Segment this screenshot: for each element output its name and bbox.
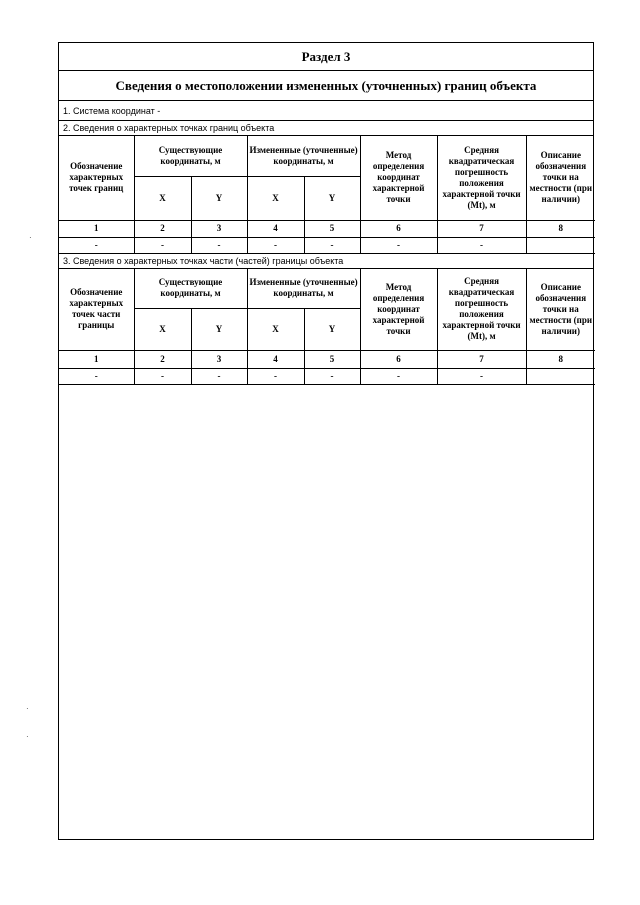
- column-number: 1: [59, 351, 134, 369]
- error-header: Средняя квадратическая погрешность положения характерной точки (Mt), м: [437, 269, 526, 351]
- x-header: X: [247, 309, 304, 351]
- margin-mark: ·: [26, 704, 29, 713]
- column-number: 7: [437, 220, 526, 237]
- column-number: 6: [360, 351, 437, 369]
- table-cell: -: [247, 237, 304, 253]
- description-header: Описание обозначения точки на местности (при наличии): [526, 136, 595, 220]
- table-row: [59, 369, 595, 385]
- column-number: 8: [526, 351, 595, 369]
- column-number-row: [59, 220, 595, 237]
- description-header: Описание обозначения точки на местности (при наличии): [526, 269, 595, 351]
- x-header: X: [134, 309, 191, 351]
- table-cell: -: [247, 369, 304, 385]
- changed-coords-header: Измененные (уточненные) координаты, м: [247, 269, 360, 309]
- column-number: 5: [304, 351, 360, 369]
- x-header: X: [247, 176, 304, 220]
- table-cell: [526, 369, 595, 385]
- y-header: Y: [191, 309, 247, 351]
- margin-mark: ·: [26, 732, 29, 741]
- method-header: Метод определения координат характерной точки: [360, 269, 437, 351]
- column-number: 3: [191, 220, 247, 237]
- table-cell: -: [59, 369, 134, 385]
- table-cell: -: [437, 237, 526, 253]
- y-header: Y: [304, 176, 360, 220]
- column-number: 8: [526, 220, 595, 237]
- column-number: 4: [247, 220, 304, 237]
- column-number: 4: [247, 351, 304, 369]
- column-number: 2: [134, 220, 191, 237]
- table-cell: -: [191, 369, 247, 385]
- designation-header: Обозначение характерных точек части границы: [59, 269, 134, 351]
- column-number: 7: [437, 351, 526, 369]
- table-cell: -: [134, 237, 191, 253]
- section-title: Раздел 3: [59, 43, 593, 71]
- part-boundary-points-heading: 3. Сведения о характерных точках части (частей) границы объекта: [59, 254, 593, 269]
- existing-coords-header: Существующие координаты, м: [134, 269, 247, 309]
- boundary-points-table: [59, 136, 595, 254]
- table-cell: -: [134, 369, 191, 385]
- table-cell: -: [360, 237, 437, 253]
- y-header: Y: [191, 176, 247, 220]
- object-title: Сведения о местоположении измененных (уточненных) границ объекта: [59, 71, 593, 101]
- table-cell: -: [437, 369, 526, 385]
- error-header: Средняя квадратическая погрешность положения характерной точки (Mt), м: [437, 136, 526, 220]
- table-cell: [526, 237, 595, 253]
- column-number: 1: [59, 220, 134, 237]
- changed-coords-header: Измененные (уточненные) координаты, м: [247, 136, 360, 176]
- column-number: 2: [134, 351, 191, 369]
- designation-header: Обозначение характерных точек границ: [59, 136, 134, 220]
- y-header: Y: [304, 309, 360, 351]
- table-cell: -: [191, 237, 247, 253]
- column-number-row: [59, 351, 595, 369]
- margin-mark: ·: [29, 233, 32, 242]
- coordinate-system-line: 1. Система координат -: [59, 101, 593, 121]
- table-cell: -: [304, 369, 360, 385]
- part-boundary-points-table: [59, 269, 595, 386]
- method-header: Метод определения координат характерной точки: [360, 136, 437, 220]
- column-number: 3: [191, 351, 247, 369]
- boundary-points-heading: 2. Сведения о характерных точках границ объекта: [59, 121, 593, 136]
- table-cell: -: [59, 237, 134, 253]
- column-number: 6: [360, 220, 437, 237]
- table-cell: -: [360, 369, 437, 385]
- table-row: [59, 237, 595, 253]
- column-number: 5: [304, 220, 360, 237]
- x-header: X: [134, 176, 191, 220]
- existing-coords-header: Существующие координаты, м: [134, 136, 247, 176]
- table-cell: -: [304, 237, 360, 253]
- document-sheet: [58, 42, 594, 840]
